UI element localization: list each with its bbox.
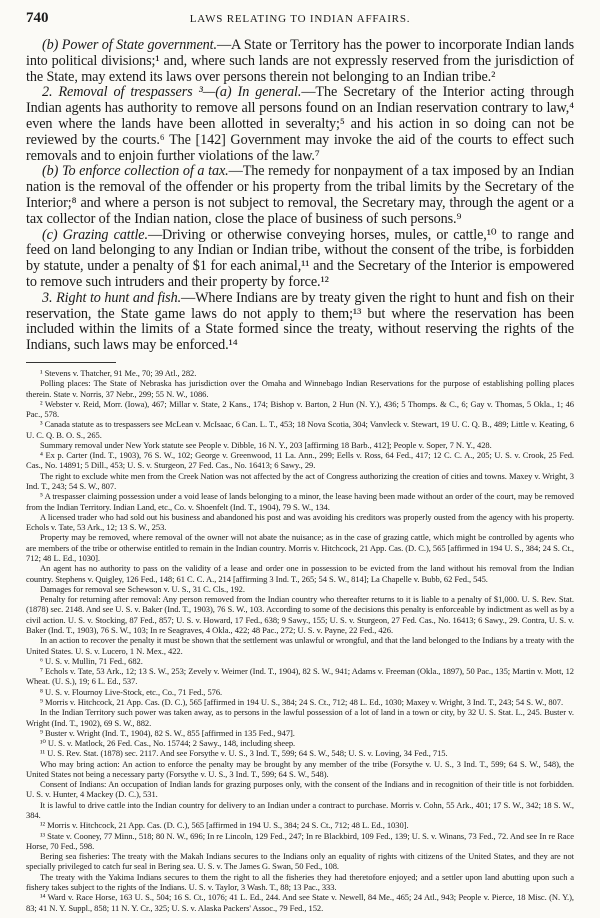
footnote: A licensed trader who had sold out his business and abandoned his post and was avoiding his creditors was properly ousted from the agency with his property. Echols v. Tate, 53 Ark., 12; 13 S. W., 253. [26, 511, 574, 533]
footnote: ⁹ Buster v. Wright (Ind. T., 1904), 82 S. W., 855 [affirmed in 135 Fed., 947]. [40, 727, 295, 738]
paragraph-text: —Where Indians are by treaty given the right to hunt and fish on their reservation, the State game laws do not apply to them;¹³ but where the reservation has been included within the limits of a State formed since the treaty, without reserving the rights of the Indians, such laws may be enforced.¹⁴ [26, 289, 574, 354]
paragraph-text: —The remedy for nonpayment of a tax imposed by an Indian nation is the removal of the offender or his property from the tribal limits by the Secretary of the Interior;⁸ and where a person is not subject to removal, the Secretary may, through the agent or a tax collector of the Indian nation, close the place of business of such persons.⁹ [26, 163, 575, 227]
paragraph-text: —The Secretary of the Interior acting through Indian agents has authority to remove all persons found on an Indian reservation contrary to law,⁴ even where the lands have been allotted in severalty;⁵ and his action in so doing can not be reviewed by the courts.⁶ The [142] Government may invoke the aid of the courts to effect such removals and to enjoin further violations of the law.⁷ [26, 84, 574, 164]
section-heading: 2. Removal of trespassers ³—(a) In general. [42, 84, 302, 101]
footnote: Consent of Indians: An occupation of Indian lands for grazing purposes only, with the consent of the Indians and in recognition of their title is not forbidden. U. S. v. Hunter, 4 Mackey (D. C.), 531. [26, 779, 574, 800]
footnote: ⁶ U. S. v. Mullin, 71 Fed., 682. [40, 655, 143, 666]
footnote: ² Webster v. Reid, Morr. (Iowa), 467; Millar v. State, 2 Kans., 174; Bishop v. Barton, 2 Hun (N. Y.), 436; 5 Thomps. & C., 6; Gay v. Thomas, 5 Okla., 1; 46 Pac., 578. [26, 398, 574, 420]
footnote: ¹³ State v. Cooney, 77 Minn., 518; 80 N. W., 696; In re Lincoln, 129 Fed., 247; In re Blackbird, 109 Fed., 139; U. S. v. Winans, 73 Fed., 72. And see In re Race Horse, 70 Fed., 598. [26, 830, 574, 851]
footnote: ¹¹ U. S. Rev. Stat. (1878) sec. 2117. And see Forsythe v. U. S., 3 Ind. T., 599; 64 S. W., 548; U. S. v. Loving, 34 Fed., 715. [40, 748, 448, 759]
paragraph-removal-trespassers [26, 85, 574, 164]
footnote: In an action to recover the penalty it must be shown that the settlement was unlawful or wrongful, and that the land belonged to the Indians by a treaty with the United States. U. S. v. Lucero, 1 N. Mex., 422. [26, 635, 574, 656]
footnote: ¹² Morris v. Hitchcock, 21 App. Cas. (D. C.), 565 [affirmed in 194 U. S., 384; 24 S. Ct., 712; 48 L. Ed., 1030]. [40, 820, 409, 831]
footnote: ⁵ A trespasser claiming possession under a void lease of lands belonging to a minor, the lease having been made without an order of the court, may be removed from the Indian Territory. Indian Land, etc., Co. v. Shoenfelt (Ind. T., 1904), 79 S. W., 134. [26, 491, 574, 512]
footnote: Bering sea fisheries: The treaty with the Makah Indians secures to the Indians only an equality of rights with citizens of the United States, and they are not specially privileged to catch fur seal in Bering sea. U. S. v. The James G. Swan, 50 Fed., 108. [26, 851, 574, 872]
footnote-divider [26, 362, 116, 363]
footnote: ¹ Stevens v. Thatcher, 91 Me., 70; 39 Atl., 282. [40, 367, 197, 378]
footnote: ⁸ U. S. v. Flournoy Live-Stock, etc., Co., 71 Fed., 576. [40, 686, 223, 697]
paragraph-hunt-and-fish [26, 291, 574, 354]
footnote: In the Indian Territory such power was taken away, as to persons in the lawful possession of a lot of land in a town or city, by 32 U. S. Stat. L., 245. Buster v. Wright (Ind. T., 1902), 69 S. W., 882. [26, 707, 574, 728]
footnote: Summary removal under New York statute see People v. Dibble, 16 N. Y., 203 [affirming 18 Barb., 412]; People v. Soper, 7 N. Y., 428. [40, 439, 492, 450]
footnote: ⁹ Morris v. Hitchcock, 21 App. Cas. (D. C.), 565 [affirmed in 194 U. S., 384; 24 S. Ct., 712; 48 L. Ed., 1030; Maxey v. Wright, 3 Ind. T., 243; 54 S. W., 807. [40, 696, 564, 707]
footnote: Who may bring action: An action to enforce the penalty may be brought by any member of the tribe (Forsythe v. U. S., 3 Ind. T., 599; 64 S. W., 548), the United States not being a necessary party (Forsythe v. U. S., 3 Ind. T., 599; 64 S. W., 548). [26, 758, 574, 779]
section-heading: (b) Power of State government. [42, 37, 217, 53]
footnote: ⁴ Ex p. Carter (Ind. T., 1903), 76 S. W., 102; George v. Greenwood, 11 La. Ann., 299; Eells v. Ross, 64 Fed., 417; 12 C. C. A., 205; U. S. v. Crook, 25 Fed. Cas., No. 14891; 5 Dill., 453; U. S. v. Sturgeon, 27 Fed. Cas., No. 16413; 6 Sawy., 29. [26, 450, 574, 471]
footnote: The right to exclude white men from the Creek Nation was not affected by the act of Congress authorizing the creation of cities and towns. Maxey v. Wright, 3 Ind. T., 243; 54 S. W., 807. [26, 470, 574, 492]
footnote: ¹⁴ Ward v. Race Horse, 163 U. S., 504; 16 S. Ct., 1076; 41 L. Ed., 244. And see State v. Newell, 84 Me., 465; 24 Atl., 943; People v. Pierce, 18 Misc. (N. Y.), 83; 41 N. Y. Suppl., 858; 11 N. Y. Cr., 325; U. S. v. Alaska Packers' Assoc., 79 Fed., 152. [26, 892, 574, 913]
paragraph-text: —Driving or otherwise conveying horses, mules, or cattle,¹⁰ to range and feed on land belonging to any Indian or Indian tribe, without the consent of the tribe, is forbidden by statute, under a penalty of $1 for each animal,¹¹ and the Secretary of the Interior is empowered to remove such intruders and their property by force.¹² [26, 226, 574, 290]
paragraph-state-government [26, 38, 574, 85]
section-heading: (c) Grazing cattle. [42, 226, 148, 243]
footnote: ⁷ Echols v. Tate, 53 Ark., 12; 13 S. W., 253; Zevely v. Weimer (Ind. T., 1904), 82 S. W., 941; Adams v. Freeman (Okla., 1897), 50 Pac., 135; Martin v. Mott, 12 Wheat. (U. S.), 19; 6 L. Ed., 537. [26, 666, 574, 687]
footnote: ¹⁰ U. S. v. Matlock, 26 Fed. Cas., No. 15744; 2 Sawy., 148, including sheep. [40, 738, 296, 749]
page-header [26, 10, 574, 32]
footnote: An agent has no authority to pass on the validity of a lease and order one in possession to be evicted from the land without his removal from the Indian country. Stephens v. Quigley, 126 Fed., 148; 61 C. C. A., 214 [affirming 3 Ind. T., 265; 54 S. W., 814]; La Chapelle v. Bubb, 62 Fed., 545. [26, 563, 574, 584]
footnote: Polling places: The State of Nebraska has jurisdiction over the Omaha and Winnebago Indian Reservations for the purpose of establishing polling places therein. State v. Norris, 37 Nebr., 299; 55 N. W., 1086. [26, 378, 574, 399]
section-heading: (b) To enforce collection of a tax. [42, 163, 229, 180]
page-number: 740 [26, 10, 49, 26]
footnote: The treaty with the Yakima Indians secures to them the right to all the fisheries they had theretofore enjoyed; and a settler upon land abutting upon such a fishery takes subject to the rights of the Indians. U. S. v. Taylor, 3 Wash. T., 88; 13 Pac., 333. [26, 871, 574, 892]
footnote: Penalty for returning after removal: Any person removed from the Indian country who thereafter returns to it is liable to a penalty of $1,000. U. S. Rev. Stat. (1878) sec. 2148. And see U. S. v. Baker (Ind. T., 1903), 76 S. W., 103. According to some of the decisions this penalty is enforceable by indictment as well as by a civil action. U. S. v. Stocking, 87 Fed., 857; U. S. v. Howard, 17 Fed., 638; 9 Sawy., 155; U. S. v. Sturgeon, 27 Fed. Cas., No. 16413; 6 Sawy., 29. Contra, U. S. v. Baker (Ind. T., 1903), 76 S. W., 103; In re Seagraves, 4 Okla., 422; 48 Pac., 272; U. S. v. Payne, 22 Fed., 426. [26, 594, 574, 635]
running-title: LAWS RELATING TO INDIAN AFFAIRS. [189, 13, 411, 25]
footnote: ³ Canada statute as to trespassers see McLean v. McIsaac, 6 Can. L. T., 453; 18 Nova Scotia, 304; Vanvleck v. Stewart, 19 U. C. Q. B., 489; Little v. Keating, 6 U. C. Q. B. O. S., 265. [26, 419, 574, 440]
section-heading: 3. Right to hunt and fish. [42, 289, 182, 306]
paragraph-text: —A State or Territory has the power to incorporate Indian lands into political divisions;¹ and, where such lands are not expressly reserved from the jurisdiction of the State, may extend its laws over persons therein not belonging to an Indian tribe.² [26, 37, 574, 85]
footnote: Damages for removal see Schewson v. U. S., 31 C. Cls., 192. [40, 583, 245, 594]
main-text [26, 38, 574, 354]
footnote: It is lawful to drive cattle into the Indian country for delivery to an Indian under a contract to purchase. Morris v. Cohn, 55 Ark., 401; 17 S. W., 342; 18 S. W., 384. [26, 799, 574, 821]
footnote: Property may be removed, where removal of the owner will not abate the nuisance; as in the case of grazing cattle, which might be controlled by agents who are members of the tribe or otherwise entitled to remain in the Indian country. Morris v. Hitchcock, 21 App. Cas. (D. C.), 565 [affirmed in 194 U. S., 384; 24 S. Ct., 712; 48 L. Ed., 1030]. [26, 532, 574, 563]
paragraph-grazing-cattle [26, 228, 574, 291]
footnotes [26, 368, 574, 913]
paragraph-tax-collection [26, 164, 574, 227]
